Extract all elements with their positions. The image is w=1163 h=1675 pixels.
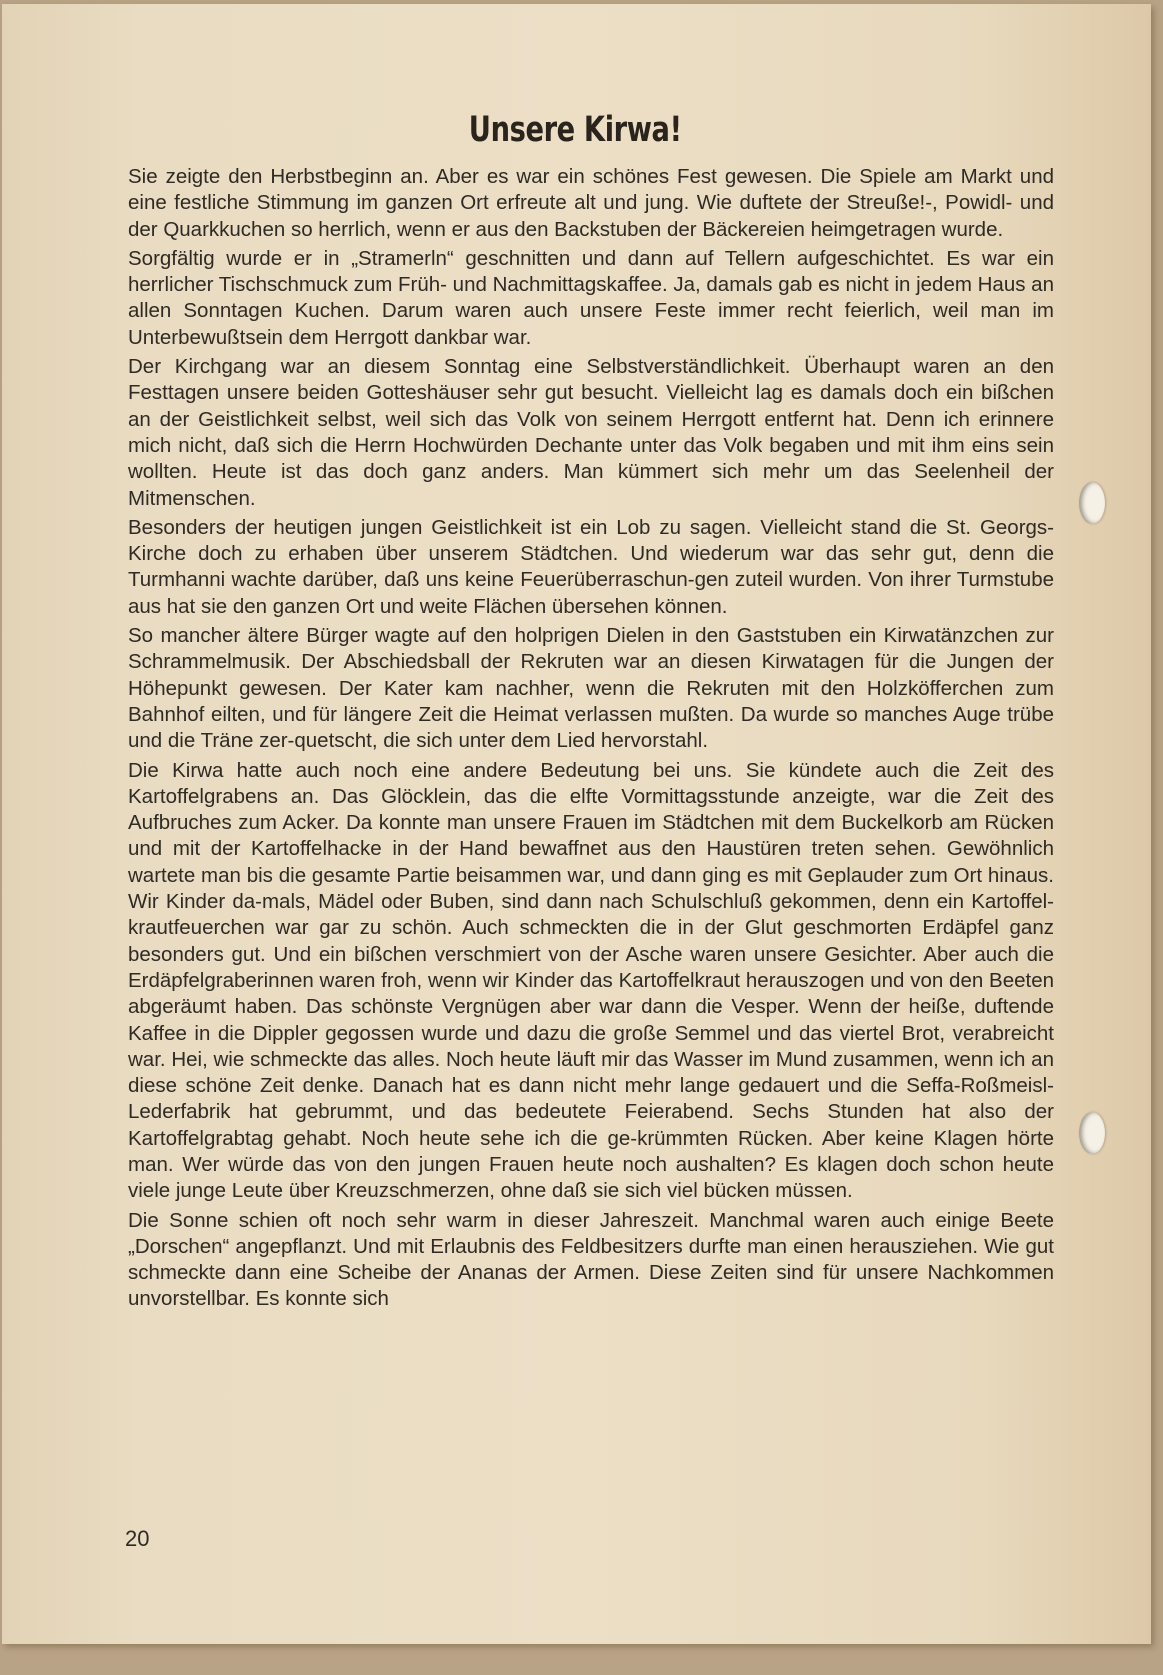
paragraph: Die Kirwa hatte auch noch eine andere Bedeutung bei uns. Sie kündete auch die Zeit des Kartoffelgrabens an. Das Glöcklein, das die elfte Vormittagsstunde anzeigte, war die Zeit des Aufbruches zum Acker. Da konnte man unsere Frauen im Städtchen mit dem Buckelkorb am Rücken und mit der Kartoffelhacke in der Hand bewaffnet aus den Haustüren treten sehen. Gewöhnlich wartete man bis die gesamte Partie beisammen war, und dann ging es mit Geplauder zum Ort hinaus. Wir Kinder da-mals, Mädel oder Buben, sind dann nach Schulschluß gekommen, denn ein Kartoffel-krautfeuerchen war gar zu schön. Auch schmeckten die in der Glut geschmorten Erdäpfel ganz besonders gut. Und ein bißchen verschmiert von der Asche waren unsere Gesichter. Aber auch die Erdäpfelgraberinnen waren froh, wenn wir Kinder das Kartoffelkraut herauszogen und von den Beeten abgeräumt haben. Das schönste Vergnügen aber war dann die Vesper. Wenn der heiße, duftende Kaffee in die Dippler gegossen wurde und dazu die große Semmel und das viertel Brot, verabreicht war. Hei, wie schmeckte das alles. Noch heute läuft mir das Wasser im Mund zusammen, wenn ich an diese schöne Zeit denke. Danach hat es dann nicht mehr lange gedauert und die Seffa-Roßmeisl-Lederfabrik hat gebrummt, und das bedeutete Feierabend. Sechs Stunden hat also der Kartoffelgrabtag gehabt. Noch heute sehe ich die ge-krümmten Rücken. Aber keine Klagen hörte man. Wer würde das von den jungen Frauen heute noch aushalten? Es klagen doch schon heute viele junge Leute über Kreuzschmerzen, ohne daß sie sich viel bücken müssen. bbox=[128, 758, 1054, 1203]
punch-hole bbox=[1079, 482, 1105, 524]
paragraph: Sorgfältig wurde er in „Stramerln“ geschnitten und dann auf Tellern aufgeschichtet. Es war ein herrlicher Tischschmuck zum Früh- und Nachmittagskaffee. Ja, damals gab es nicht in jedem Haus an allen Sonntagen Kuchen. Darum waren auch unsere Feste immer recht feierlich, weil man im Unterbewußtsein dem Herrgott dankbar war. bbox=[128, 246, 1054, 349]
page-title: Unsere Kirwa! bbox=[468, 110, 682, 150]
article-body bbox=[128, 164, 1054, 1316]
paragraph: So mancher ältere Bürger wagte auf den holprigen Dielen in den Gaststuben ein Kirwatänzchen zur Schrammelmusik. Der Abschiedsball der Rekruten war an diesen Kirwatagen für die Jungen der Höhepunkt gewesen. Der Kater kam nachher, wenn die Rekruten mit den Holzköfferchen zum Bahnhof eilten, und für längere Zeit die Heimat verlassen mußten. Da wurde so manches Auge trübe und die Träne zer-quetscht, die sich unter dem Lied hervorstahl. bbox=[128, 624, 1054, 753]
paragraph: Der Kirchgang war an diesem Sonntag eine Selbstverständlichkeit. Überhaupt waren an den Festtagen unsere beiden Gotteshäuser sehr gut besucht. Vielleicht lag es damals doch ein bißchen an der Geistlichkeit selbst, weil sich das Volk von seinem Herrgott entfernt hat. Denn ich erinnere mich nicht, daß sich die Herrn Hochwürden Dechante unter das Volk begaben und mit ihm eins sein wollten. Heute ist das doch ganz anders. Man kümmert sich mehr um das Seelenheil der Mitmenschen. bbox=[128, 355, 1054, 510]
page-number: 20 bbox=[125, 1526, 150, 1551]
punch-hole bbox=[1079, 1112, 1105, 1154]
paragraph: Besonders der heutigen jungen Geistlichkeit ist ein Lob zu sagen. Vielleicht stand die St. Georgs-Kirche doch zu erhaben über unserem Städtchen. Und wiederum war das sehr gut, denn die Turmhanni wachte darüber, daß uns keine Feuerüberraschun-gen zuteil wurden. Von ihrer Turmstube aus hat sie den ganzen Ort und weite Flächen übersehen können. bbox=[128, 515, 1054, 618]
document-page bbox=[2, 4, 1151, 1644]
paragraph: Die Sonne schien oft noch sehr warm in dieser Jahreszeit. Manchmal waren auch einige Beete „Dorschen“ angepflanzt. Und mit Erlaubnis des Feldbesitzers durfte man einen herausziehen. Wie gut schmeckte dann eine Scheibe der Ananas der Armen. Diese Zeiten sind für unsere Nachkommen unvorstellbar. Es konnte sich bbox=[128, 1208, 1054, 1311]
paragraph: Sie zeigte den Herbstbeginn an. Aber es war ein schönes Fest gewesen. Die Spiele am Markt und eine festliche Stimmung im ganzen Ort erfreute alt und jung. Wie duftete der Streuße!-, Powidl- und der Quarkkuchen so herrlich, wenn er aus den Backstuben der Bäckereien heimgetragen wurde. bbox=[128, 165, 1054, 241]
